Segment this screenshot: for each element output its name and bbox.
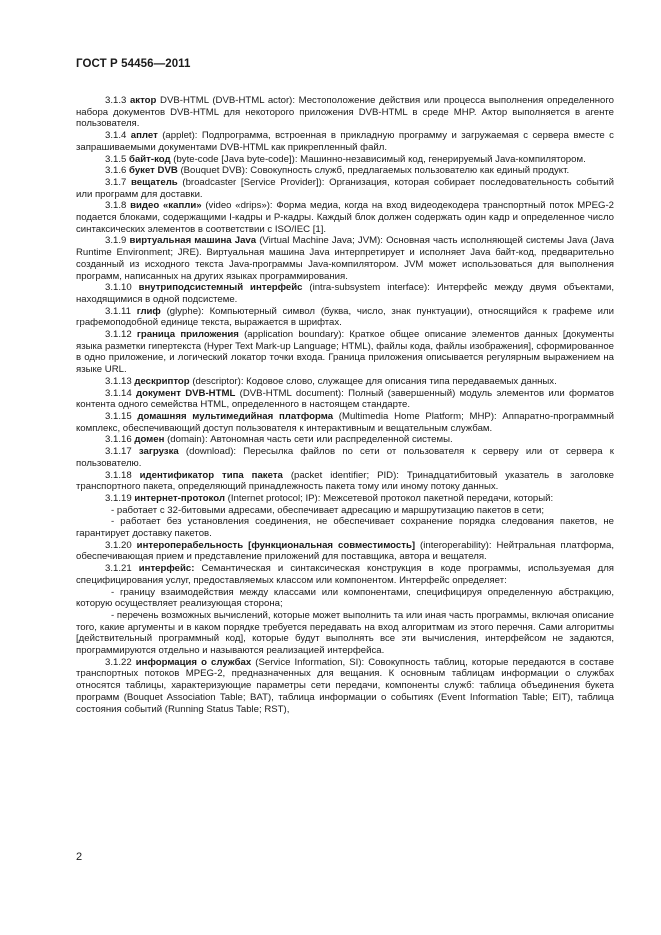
definition-list-item: - границу взаимодействия между классами или компонентами, специфицируя определенную абстракцию, которую осуществляет реализующая сторона; (76, 586, 614, 610)
definition-text: Семантическая и синтаксическая конструкция в коде программы, используемая для специфицирования услуг, предоставляемых классом или компонентом. Интерфейс определяет: (76, 563, 614, 586)
clause-number: 3.1.22 (105, 656, 132, 668)
definition-entry (76, 130, 614, 153)
definition-entry (76, 657, 614, 716)
defined-term: домашняя мультимедийная платформа (137, 410, 334, 422)
definition-text: (descriptor): Кодовое слово, служащее для описания типа передаваемых данных. (192, 375, 557, 387)
definition-entry (76, 329, 614, 376)
clause-number: 3.1.11 (105, 305, 131, 317)
clause-number: 3.1.9 (105, 235, 127, 247)
definition-text: (application boundary): Краткое общее описание элементов данных [документы языка разметки гипертекста (Hyper Text Mark-up Language; HTML), файлы кода, файлы изображения], сформированное в одно приложение, и логический локатор точки входа. Граница приложения описывается регулярным выражением на языке URL. (76, 329, 614, 376)
clause-number: 3.1.5 (105, 153, 127, 165)
definition-text: DVB-HTML (DVB-HTML actor): Местоположение действия или процесса выполнения определенного набора документов DVB-HTML для некоторого приложения DVB-HTML в среде MHP. Актор выполняется в агенте пользователя. (76, 95, 614, 130)
definition-text: (Service Information, SI): Совокупность таблиц, которые передаются в составе транспортных потоков MPEG-2, предназначенных для вещания. К основным таблицам информации о службах относятся таблицы, характеризующие параметры сети передачи, компоненты служб: таблица объединения букета программ (Bouquet Association Table; BAT), таблица информации о событиях (Event Information Table; EIT), таблица состояния событий (Running Status Table; RST), (76, 656, 614, 715)
defined-term: актор (129, 95, 157, 106)
defined-term: виртуальная машина Java (129, 235, 257, 247)
standard-header: ГОСТ Р 54456—2011 (76, 58, 191, 70)
clause-number: 3.1.7 (105, 176, 127, 188)
definition-text: (video «drips»): Форма медиа, когда на вход видеодекодера транспортный поток MPEG-2 подается блоками, содержащими I-кадры и P-кадры. Каждый блок должен содержать один кадр и определенное число синтаксических элементов в соответствии с ISO/IEC [1]. (76, 200, 615, 235)
definition-entry (76, 95, 614, 130)
clause-number: 3.1.10 (105, 282, 132, 294)
definition-text: (broadcaster [Service Provider]): Организация, которая собирает последовательность событий или программ для доставки. (76, 176, 614, 200)
definition-entry (76, 446, 614, 469)
clause-number: 3.1.6 (105, 165, 127, 177)
definition-entry (76, 540, 614, 563)
definition-entry (76, 165, 614, 177)
defined-term: документ DVB-HTML (136, 387, 236, 399)
definition-entry (76, 563, 614, 586)
clause-number: 3.1.21 (105, 563, 132, 575)
clause-number: 3.1.15 (105, 410, 132, 422)
definition-text: (Bouquet DVB): Совокупность служб, предлагаемых пользователю как единый продукт. (180, 165, 570, 177)
definition-list-item: - работает без установления соединения, не обеспечивает сохранение порядка следования пакетов, не гарантирует доставку пакетов. (76, 516, 614, 540)
clause-number: 3.1.20 (105, 539, 132, 551)
clause-number: 3.1.19 (105, 492, 132, 504)
defined-term: байт-код (129, 153, 171, 165)
definition-text: (applet): Подпрограмма, встроенная в прикладную программу и загружаемая с сервера вместе с запрашиваемыми документами DVB-HTML как прикрепленный файл. (76, 130, 614, 153)
definition-text: (interoperability): Нейтральная платформа, обеспечивающая прием и представление приложений для поставщика, автора и вещателя. (76, 539, 615, 563)
defined-term: интерфейс: (138, 563, 195, 575)
clause-number: 3.1.18 (105, 469, 132, 481)
definition-text: (Internet protocol; IP): Межсетевой протокол пакетной передачи, который: (227, 492, 554, 504)
defined-term: интернет-протокол (134, 492, 225, 504)
definition-text: (Virtual Machine Java; JVM): Основная часть исполняющей системы Java (Java Runtime Environment; JRE). Виртуальная машина Java интерпретирует и исполняет Java байт-код, предварительно созданный из исходного текста Java-программы Java-компилятором. JVM может использоваться для выполнения программ, написанных на других языках программирования. (76, 235, 614, 282)
definition-entry (76, 200, 614, 235)
definition-text: (DVB-HTML document): Полный (завершенный) модуль элементов или форматов контента одного семейства HTML, определенного в настоящем стандарте. (76, 387, 614, 411)
definition-entry (76, 376, 614, 388)
definition-list-item: - перечень возможных вычислений, которые может выполнить та или иная часть программы, включая описание того, какие аргументы и в каком порядке требуется передавать на вход алгоритмам из этого перечня. Сами алгоритмы [действительный программный код], которые будут выполнять все эти вычисления, интерфейсом не задаются, программируются отдельно и называются реализацией интерфейса. (76, 609, 614, 657)
definition-entry (76, 282, 614, 305)
defined-term: интероперабельность [функциональная совместимость] (136, 539, 416, 551)
definition-entry (76, 306, 614, 329)
definition-entry (76, 470, 614, 493)
definition-text: (domain): Автономная часть сети или распределенной системы. (167, 434, 453, 446)
definition-text: (byte-code [Java byte-code]): Машинно-независимый код, генерируемый Java-компилятором. (173, 153, 586, 165)
defined-term: граница приложения (136, 329, 239, 341)
page-number: 2 (76, 851, 83, 863)
definition-entry (76, 434, 614, 446)
defined-term: дескриптор (134, 375, 190, 387)
clause-number: 3.1.13 (105, 375, 132, 387)
defined-term: букет DVB (129, 165, 178, 177)
definition-list-item: - работает с 32-битовыми адресами, обеспечивает адресацию и маршрутизацию пакетов в сети; (111, 504, 545, 516)
definition-text: (intra-subsystem interface): Интерфейс между двумя объектами, находящимися в одной подсистеме. (76, 282, 614, 305)
clause-number: 3.1.4 (105, 130, 127, 142)
definition-entry (76, 177, 614, 200)
definition-entry (76, 411, 614, 434)
defined-term: внутриподсистемный интерфейс (138, 282, 303, 294)
defined-term: вещатель (131, 176, 178, 188)
clause-number: 3.1.12 (105, 329, 132, 341)
definition-entry (76, 154, 614, 166)
clause-number: 3.1.14 (105, 387, 132, 399)
clause-number: 3.1.8 (105, 200, 127, 212)
definition-entry (76, 235, 614, 282)
definitions-body (76, 95, 614, 715)
defined-term: информация о службах (135, 656, 252, 668)
definition-text: (packet identifier; PID): Тринадцатибитовый указатель в заголовке транспортного пакета, определяющий принадлежность пакета тому или иному потоку данных. (76, 469, 615, 493)
definition-text: (download): Пересылка файлов по сети от пользователя к серверу или от сервера к пользователю. (76, 446, 614, 469)
defined-term: идентификатор типа пакета (139, 469, 283, 481)
clause-number: 3.1.3 (105, 95, 127, 106)
defined-term: глиф (136, 305, 161, 317)
defined-term: загрузка (138, 446, 179, 458)
definition-text: (Multimedia Home Platform; MHP): Аппаратно-программный комплекс, обеспечивающий доступ пользователя к интерактивным и вещательным службам. (76, 410, 614, 434)
definition-entry (76, 388, 614, 411)
definition-entry (76, 493, 614, 505)
defined-term: видео «капли» (130, 200, 202, 212)
defined-term: аплет (130, 130, 158, 142)
clause-number: 3.1.17 (105, 446, 132, 458)
defined-term: домен (134, 434, 165, 446)
definition-text: (glyphe): Компьютерный символ (буква, число, знак пунктуации), относящийся к графеме или графемоподобной единице текста, выражается в шрифтах. (76, 305, 614, 329)
clause-number: 3.1.16 (105, 434, 132, 446)
